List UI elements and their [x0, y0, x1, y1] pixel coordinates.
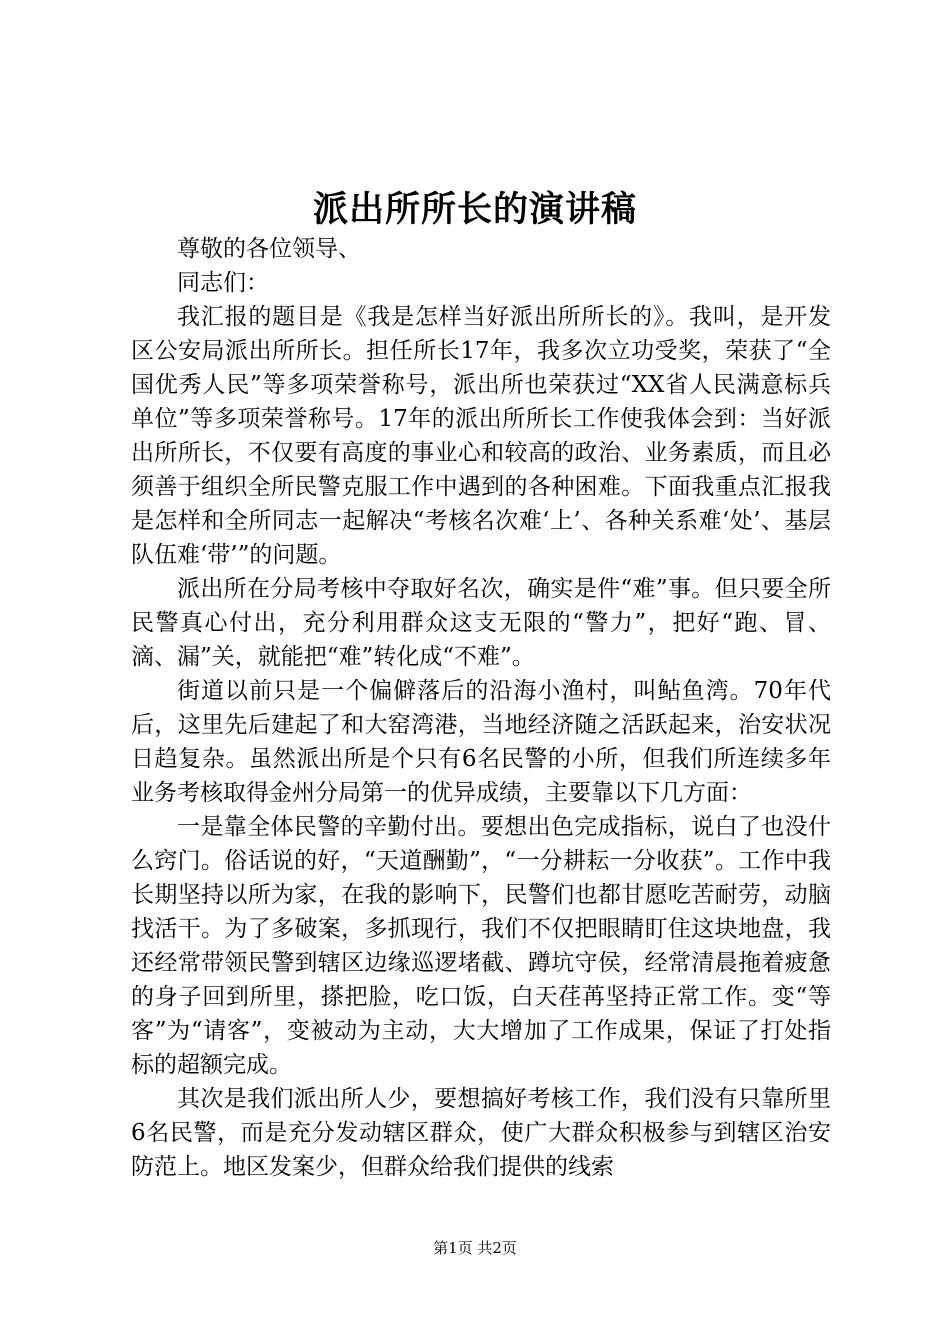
body-paragraph: 街道以前只是一个偏僻落后的沿海小渔村，叫鲇鱼湾。70年代后，这里先后建起了和大窑湾港，当地经济随之活跃起来，治安状况日趋复杂。虽然派出所是个只有6名民警的小所，但我们所连续多年业务考核取得金州分局第一的优异成绩，主要靠以下几方面：	[131, 678, 831, 806]
body-paragraph: 其次是我们派出所人少，要想搞好考核工作，我们没有只靠所里6名民警，而是充分发动辖区群众，使广大群众积极参与到辖区治安防范上。地区发案少，但群众给我们提供的线索	[131, 1086, 831, 1180]
document-body	[131, 232, 831, 1184]
salutation-line: 同志们：	[177, 270, 269, 296]
document-title: 派出所所长的演讲稿	[312, 189, 637, 230]
salutation-line: 尊敬的各位领导、	[177, 236, 361, 262]
body-paragraph: 我汇报的题目是《我是怎样当好派出所所长的》。我叫，是开发区公安局派出所所长。担任所长17年，我多次立功受奖，荣获了“全国优秀人民”等多项荣誉称号，派出所也荣获过“XX省人民满意标兵单位”等多项荣誉称号。17年的派出所所长工作使我体会到：当好派出所所长，不仅要有高度的事业心和较高的政治、业务素质，而且必须善于组织全所民警克服工作中遇到的各种困难。下面我重点汇报我是怎样和全所同志一起解决“考核名次难‘上’、各种关系难‘处’、基层队伍难‘带’”的问题。	[131, 304, 831, 568]
body-paragraph: 派出所在分局考核中夺取好名次，确实是件“难”事。但只要全所民警真心付出，充分利用群众这支无限的“警力”，把好“跑、冒、滴、漏”关，就能把“难”转化成“不难”。	[131, 576, 831, 670]
body-paragraph: 一是靠全体民警的辛勤付出。要想出色完成指标，说白了也没什么窍门。俗话说的好，“天道酬勤”，“一分耕耘一分收获”。工作中我长期坚持以所为家，在我的影响下，民警们也都甘愿吃苦耐劳，动脑找活干。为了多破案，多抓现行，我们不仅把眼睛盯住这块地盘，我还经常带领民警到辖区边缘巡逻堵截、蹲坑守侯，经常清晨拖着疲惫的身子回到所里，搽把脸，吃口饭，白天荏苒坚持正常工作。变“等客”为“请客”，变被动为主动，大大增加了工作成果，保证了打处指标的超额完成。	[131, 814, 831, 1078]
page-footer: 第1页 共2页	[433, 1239, 517, 1257]
